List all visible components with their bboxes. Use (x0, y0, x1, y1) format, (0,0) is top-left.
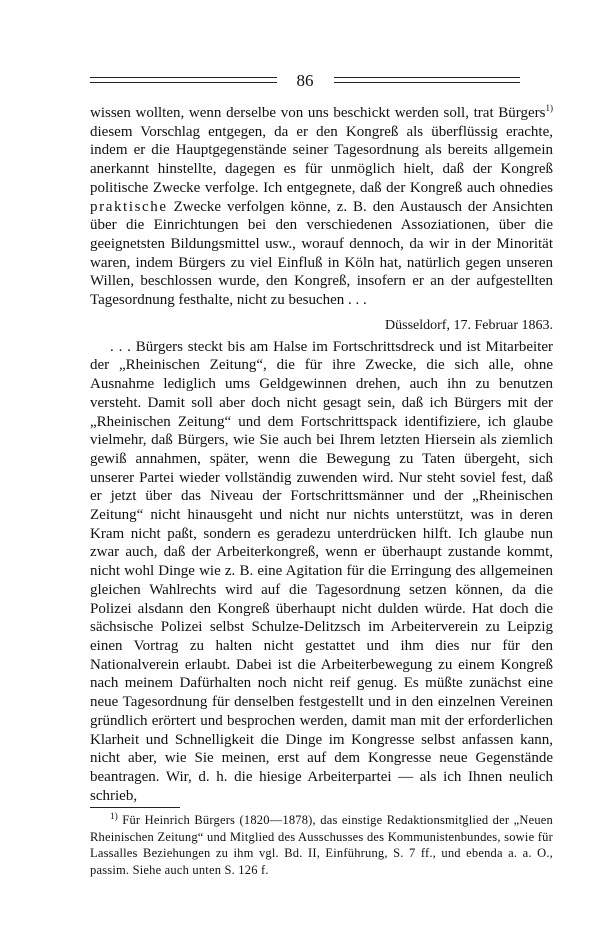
letter-dateline: Düsseldorf, 17. Februar 1863. (385, 317, 553, 333)
footnote-marker: 1) (110, 811, 118, 822)
paragraph-1-text-a: wissen wollten, wenn derselbe von uns beschickt werden soll, trat Bürgers (90, 105, 546, 121)
header-rule-left (90, 77, 277, 83)
page-number: 86 (296, 70, 314, 90)
paragraph-letter-body: . . . Bürgers steckt bis am Halse im Fortschrittsdreck und ist Mitarbeiter der „Rheinischen Zeitung“, die für ihre Zwecke, die sich alle, ohne Ausnahme lediglich ums Geldgewinnen drehen, auch ihn zu benutzen versteht. Damit soll aber doch nicht gesagt sein, daß ich Bürgers mit der „Rheinischen Zeitung“ und dem Fortschrittspack identifiziere, ich glaube vielmehr, daß Bürgers, wie Sie auch bei Ihrem letzten Hiersein als ziemlich gewiß annahmen, später, wenn die Bewegung zu Taten übergeht, sich unserer Partei wieder vollständig zuwenden wird. Nur steht soviel fest, daß er jetzt über das Niveau der Fortschrittsmänner und der „Rheinischen Zeitung“ nicht hinausgeht und nicht nur nichts unterstützt, was in deren Kram nicht paßt, sondern es geradezu unterdrücken hilft. Ich glaube nun zwar auch, daß der Arbeiterkongreß, wenn er überhaupt zustande kommt, nicht wohl Dinge wie z. B. eine Agitation für die Erringung des allgemeinen gleichen Wahlrechts wird auf die Tagesordnung setzen können, da die Polizei alsdann den Kongreß überhaupt nicht dulden würde. Hat doch die sächsische Polizei selbst Schulze-Delitzsch im Arbeiterverein zu Leipzig einen Vortrag zu halten nicht gestattet und ihm dies nur für den Nationalverein erlaubt. Dabei ist die Arbeiterbewegung zu einem Kongreß nach meinem Dafürhalten noch nicht reif genug. Es müßte zunächst eine neue Tagesordnung für denselben festgestellt und in den einzelnen Vereinen gründlich erörtert und besprochen werden, damit man mit der erforderlichen Klarheit und Schnelligkeit die Dinge im Kongresse selbst anfassen kann, nicht aber, wie Sie meinen, erst auf dem Kongresse neue Gegenstände beantragen. Wir, d. h. die hiesige Arbeiterpartei — als ich Ihnen neulich schrieb, (90, 338, 553, 804)
footnote-body: Für Heinrich Bürgers (1820—1878), das einstige Redaktionsmitglied der „Neuen Rheinischen Zeitung“ und Mitglied des Ausschusses des Kommunistenbundes, sowie für Lassalles Beziehungen zu ihm vgl. Bd. II, Einführung, S. 7 ff., und ebenda a. a. O., passim. Siehe auch unten S. 126 f. (90, 813, 553, 877)
footnote (90, 812, 553, 878)
emphasized-word: praktische (90, 198, 168, 215)
paragraph-1-text-b: diesem Vorschlag entgegen, da er den Kongreß als überflüssig erachte, indem er die Hauptgegenstände seiner Tagesordnung als bereits allgemein anerkannt hinstellte, dagegen es für unmöglich hielt, daß der Kongreß politische Zwecke verfolge. Ich entgegnete, daß der Kongreß auch ohnedies (90, 123, 553, 196)
footnote-text (90, 812, 553, 878)
running-header (90, 66, 520, 94)
footnote-separator (90, 807, 180, 808)
page-body (90, 104, 553, 878)
paragraph-1-text-c: Zwecke verfolgen könne, z. B. den Austausch der Ansichten über die Einrichtungen bei den verschiedenen Assoziationen, über die geeignetsten Bildungsmittel usw., worauf dennoch, da wir in der Minorität waren, indem Bürgers zu viel Einfluß in Köln hat, natürlich gegen unseren Willen, beschlossen wurde, den Kongreß, insofern er an der aufgestellten Tagesordnung festhalte, nicht zu besuchen . . . (90, 198, 553, 309)
footnote-reference: 1) (545, 103, 553, 113)
paragraph-letter-continuation (90, 104, 553, 310)
header-rule-right (334, 77, 521, 83)
